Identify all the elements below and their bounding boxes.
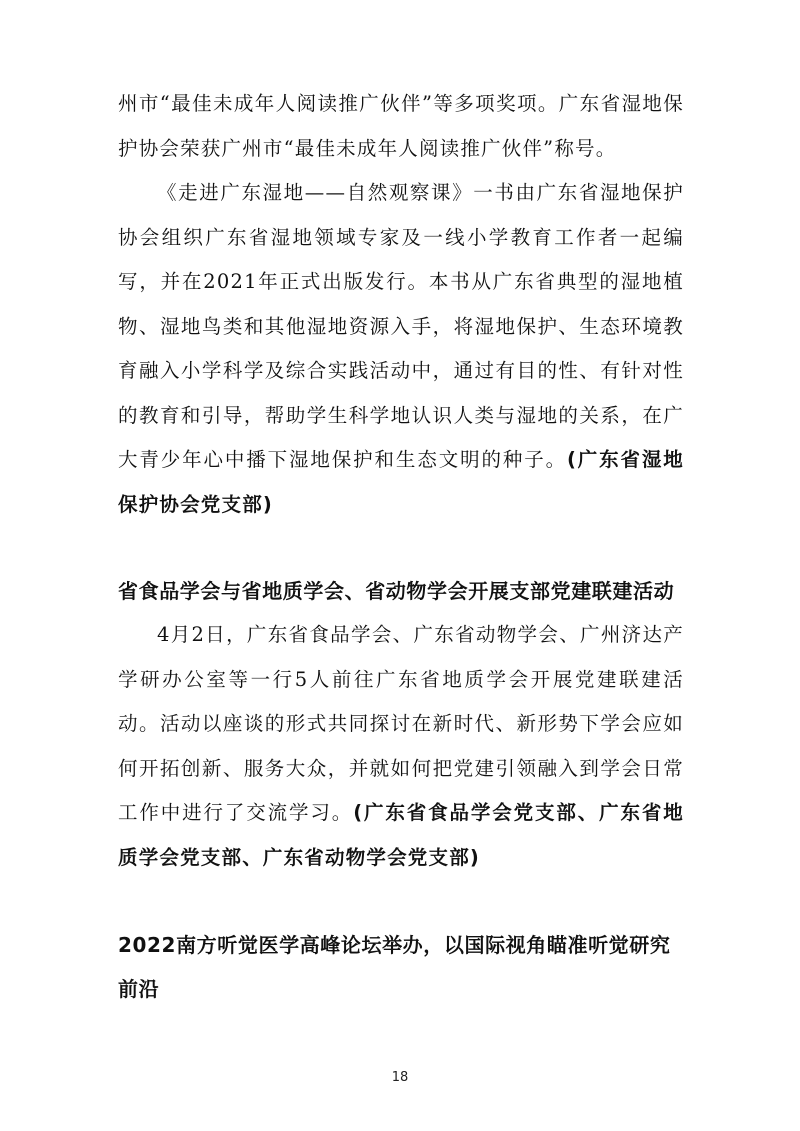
article2-heading: 省食品学会与省地质学会、省动物学会开展支部党建联建活动	[118, 579, 675, 603]
page-content	[118, 82, 684, 1011]
article2-paragraph	[118, 613, 684, 880]
article1-paragraph-1: 州市“最佳未成年人阅读推广伙伴”等多项奖项。广东省湿地保护协会荣获广州市“最佳未成年人阅读推广伙伴”称号。	[118, 92, 684, 160]
article3-heading: 2022南方听觉医学高峰论坛举办，以国际视角瞄准听觉研究前沿	[118, 933, 671, 1001]
page-number: 18	[391, 1070, 409, 1085]
article2-source: (广东省食品学会党支部、广东省地质学会党支部、广东省动物学会党支部)	[118, 801, 684, 869]
article1-source: (广东省湿地保护协会党支部)	[118, 448, 684, 516]
article2-paragraph-text: 4月2日，广东省食品学会、广东省动物学会、广州济达产学研办公室等一行5人前往广东省地质学会开展党建联建活动。活动以座谈的形式共同探讨在新时代、新形势下学会应如何开拓创新、服务大众，并就如何把党建引领融入到学会日常工作中进行了交流学习。	[118, 623, 684, 824]
article1-paragraph-2	[118, 171, 684, 527]
article1-paragraph-2-text: 《走进广东湿地——自然观察课》一书由广东省湿地保护协会组织广东省湿地领域专家及一线小学教育工作者一起编写，并在2021年正式出版发行。本书从广东省典型的湿地植物、湿地鸟类和其他湿地资源入手，将湿地保护、生态环境教育融入小学科学及综合实践活动中，通过有目的性、有针对性的教育和引导，帮助学生科学地认识人类与湿地的关系，在广大青少年心中播下湿地保护和生态文明的种子。	[118, 181, 684, 471]
